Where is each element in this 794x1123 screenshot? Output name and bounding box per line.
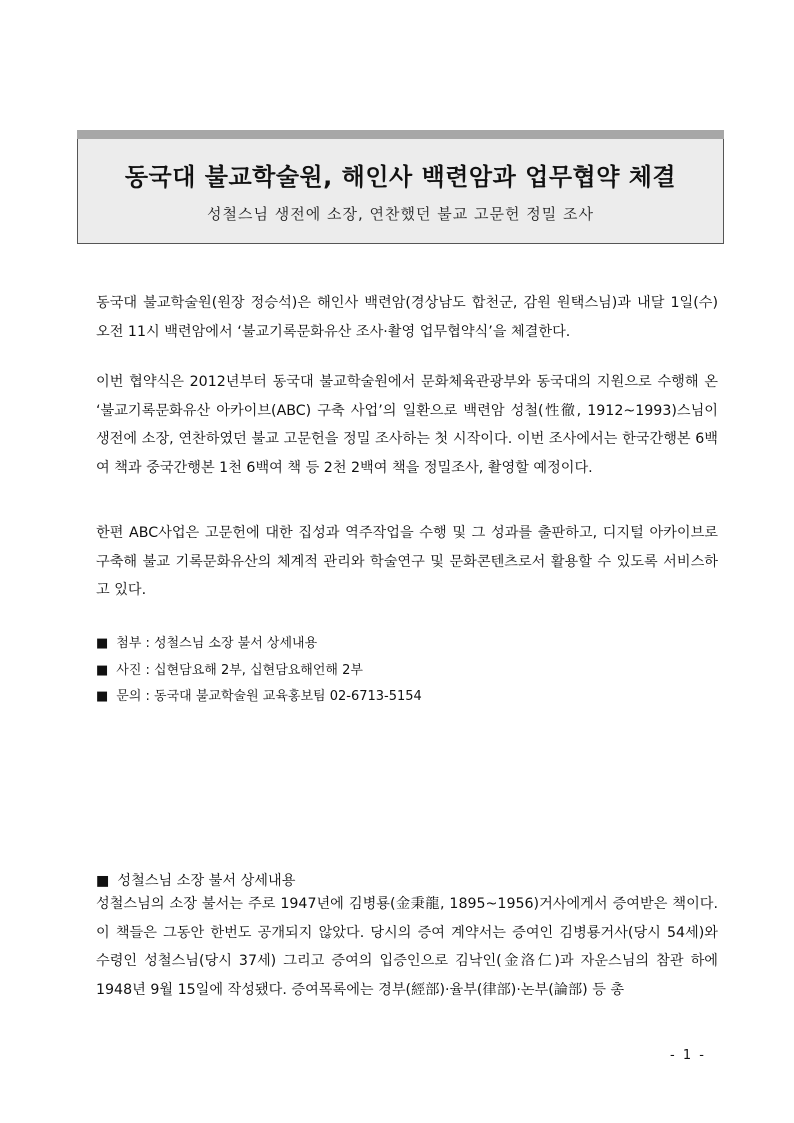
page-title: 동국대 불교학술원, 해인사 백련암과 업무협약 체결 <box>124 163 677 191</box>
list-item <box>96 631 422 658</box>
list-item <box>96 684 422 711</box>
page-number: - 1 - <box>670 1048 706 1063</box>
square-bullet-icon: ■ <box>96 689 109 704</box>
photo-text: 사진 : 십현담요해 2부, 십현담요해언해 2부 <box>116 662 363 678</box>
detail-paragraph: 성철스님의 소장 불서는 주로 1947년에 김병룡(金秉龍, 1895~1956)거사에게서 증여받은 책이다. 이 책들은 그동안 한번도 공개되지 않았다. 당시의 증여 계약서는 증여인 김병룡거사(당시 54세)와 수령인 성철스님(당시 37세) 그리고 증여의 입증인으로 김낙인(金洛仁)과 자운스님의 참관 하에 1948년 9월 15일에 작성됐다. 증여목록에는 경부(經部)·율부(律部)·논부(論部) 등 총 <box>96 896 718 998</box>
square-bullet-icon: ■ <box>96 662 109 678</box>
paragraph-1: 동국대 불교학술원(원장 정승석)은 해인사 백련암(경상남도 합천군, 감원 원택스님)과 내달 1일(수) 오전 11시 백련암에서 ‘불교기록문화유산 조사·촬영 업무협약식’을 체결한다. <box>96 295 718 340</box>
square-bullet-icon: ■ <box>96 873 110 889</box>
attachment-text: 첨부 : 성철스님 소장 불서 상세내용 <box>116 636 318 651</box>
contact-text: 문의 : 동국대 불교학술원 교육홍보팀 02-6713-5154 <box>116 689 422 704</box>
info-list <box>96 631 422 711</box>
detail-heading <box>96 870 295 890</box>
paragraph-3: 한편 ABC사업은 고문헌에 대한 집성과 역주작업을 수행 및 그 성과를 출판하고, 디지털 아카이브로 구축해 불교 기록문화유산의 체계적 관리와 학술연구 및 문화콘텐츠로서 활용할 수 있도록 서비스하고 있다. <box>96 525 718 598</box>
title-box <box>77 139 724 244</box>
list-item <box>96 658 422 685</box>
square-bullet-icon: ■ <box>96 636 109 651</box>
paragraph-2: 이번 협약식은 2012년부터 동국대 불교학술원에서 문화체육관광부와 동국대의 지원으로 수행해 온 ‘불교기록문화유산 아카이브(ABC) 구축 사업’의 일환으로 백련암 성철(性徹, 1912~1993)스님이 생전에 소장, 연찬하였던 불교 고문헌을 정밀 조사하는 첫 시작이다. 이번 조사에서는 한국간행본 6백여 책과 중국간행본 1천 6백여 책 등 2천 2백여 책을 정밀조사, 촬영할 예정이다. <box>96 374 718 476</box>
page-subtitle: 성철스님 생전에 소장, 연찬했던 불교 고문헌 정밀 조사 <box>207 205 594 223</box>
detail-heading-text: 성철스님 소장 불서 상세내용 <box>117 873 296 889</box>
title-top-bar <box>77 130 724 139</box>
